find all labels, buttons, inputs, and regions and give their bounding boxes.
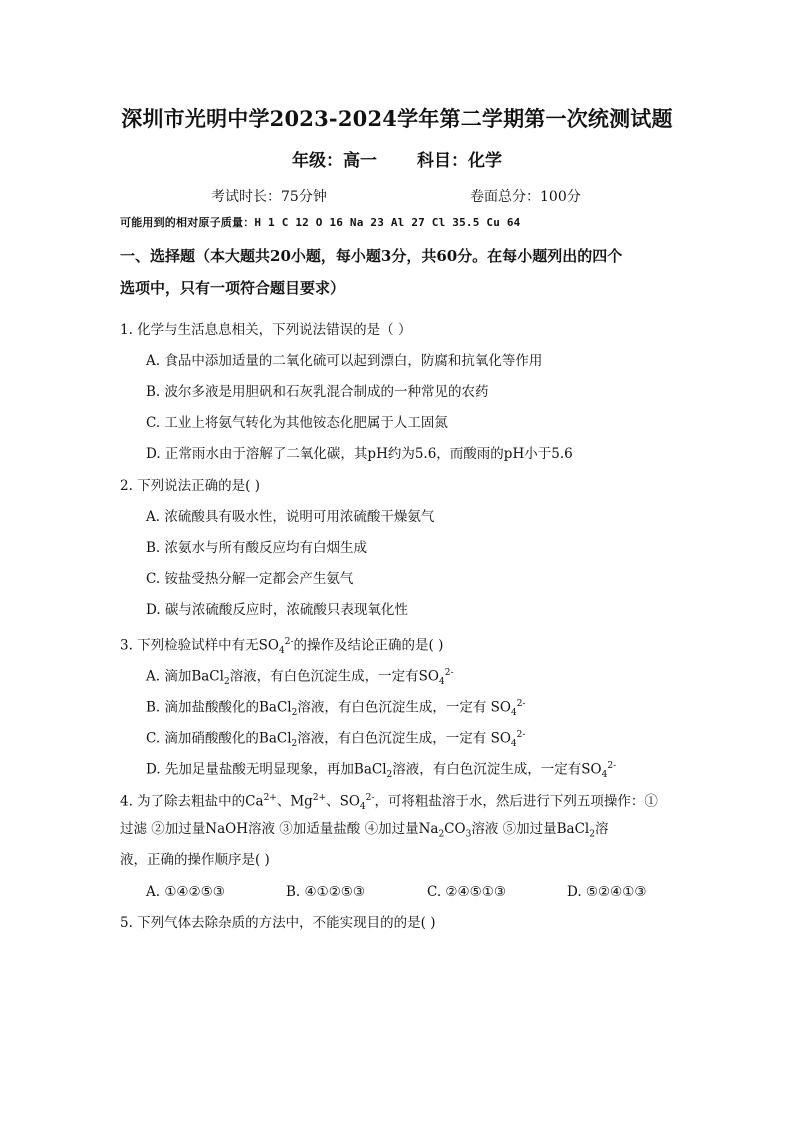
question-4-stem-line-3: 液，正确的操作顺序是( ) xyxy=(120,852,270,868)
question-3-option-a: A. 滴加BaCl$_2$溶液，有白色沉淀生成，一定有$SO_4^{2-}$ xyxy=(146,668,454,688)
question-1-option-c: C. 工业上将氨气转化为其他铵态化肥属于人工固氮 xyxy=(146,415,448,431)
atomic-masses: 可能用到的相对原子质量：H 1 C 12 O 16 Na 23 Al 27 Cl 35.5 Cu 64 xyxy=(120,216,521,229)
grade-subject-line xyxy=(0,146,794,171)
exam-title: 深圳市光明中学2023-2024学年第二学期第一次统测试题 xyxy=(121,106,673,131)
question-3-stem: 3. 下列检验试样中有无$SO_4^{2-}$的操作及结论正确的是( ) xyxy=(120,637,444,657)
question-4-option-c: C. ②④⑤①③ xyxy=(427,884,506,900)
subject-label: 科目：化学 xyxy=(417,151,502,171)
question-4-option-d: D. ⑤②④①③ xyxy=(567,884,647,900)
question-4-stem-line-2: 过滤 ②加过量NaOH溶液 ③加适量盐酸 ④加过量$Na_2CO_3$溶液 ⑤加过量BaCl$_2$溶 xyxy=(120,821,609,840)
question-1-option-a: A. 食品中添加适量的二氧化硫可以起到漂白，防腐和抗氧化等作用 xyxy=(146,353,543,369)
question-2-option-a: A. 浓硫酸具有吸水性，说明可用浓硫酸干燥氨气 xyxy=(146,509,435,525)
question-5-stem: 5. 下列气体去除杂质的方法中，不能实现目的的是( ) xyxy=(120,915,436,931)
question-3-option-b: B. 滴加盐酸酸化的BaCl$_2$溶液，有白色沉淀生成，一定有 $SO_4^{2-}$ xyxy=(146,699,526,719)
section-heading-line-2: 选项中，只有一项符合题目要求） xyxy=(120,279,346,297)
question-2-stem: 2. 下列说法正确的是( ) xyxy=(120,478,260,494)
question-1-stem: 1. 化学与生活息息相关，下列说法错误的是（ ） xyxy=(120,322,412,338)
section-heading xyxy=(120,240,680,304)
question-3-option-d: D. 先加足量盐酸无明显现象，再加BaCl$_2$溶液，有白色沉淀生成，一定有$SO_4^{2-}$ xyxy=(146,761,617,781)
question-4-option-a: A. ①④②⑤③ xyxy=(146,884,225,900)
total-score: 卷面总分：100分 xyxy=(470,189,581,205)
question-1-option-d: D. 正常雨水由于溶解了二氧化碳，其pH约为5.6，而酸雨的pH小于5.6 xyxy=(146,446,573,462)
question-2-option-d: D. 碳与浓硫酸反应时，浓硫酸只表现氧化性 xyxy=(146,602,408,618)
question-4-stem-line-1: 4. 为了除去粗盐中的$Ca^{2+}$、$Mg^{2+}$、$SO_4^{2-}$，可将粗盐溶于水，然后进行下列五项操作：① xyxy=(120,793,658,813)
grade-label: 年级：高一 xyxy=(292,151,377,171)
question-3-option-c: C. 滴加硝酸酸化的BaCl$_2$溶液，有白色沉淀生成，一定有 $SO_4^{2-}$ xyxy=(146,730,526,750)
question-4-option-b: B. ④①②⑤③ xyxy=(286,884,366,900)
section-heading-line-1: 一、选择题（本大题共20小题，每小题3分，共60分。在每小题列出的四个 xyxy=(120,247,623,265)
exam-duration: 考试时长：75分钟 xyxy=(211,189,327,205)
question-2-option-b: B. 浓氨水与所有酸反应均有白烟生成 xyxy=(146,540,368,556)
question-2-option-c: C. 铵盐受热分解一定都会产生氨气 xyxy=(146,571,354,587)
question-1-option-b: B. 波尔多液是用胆矾和石灰乳混合制成的一种常见的农药 xyxy=(146,384,489,400)
